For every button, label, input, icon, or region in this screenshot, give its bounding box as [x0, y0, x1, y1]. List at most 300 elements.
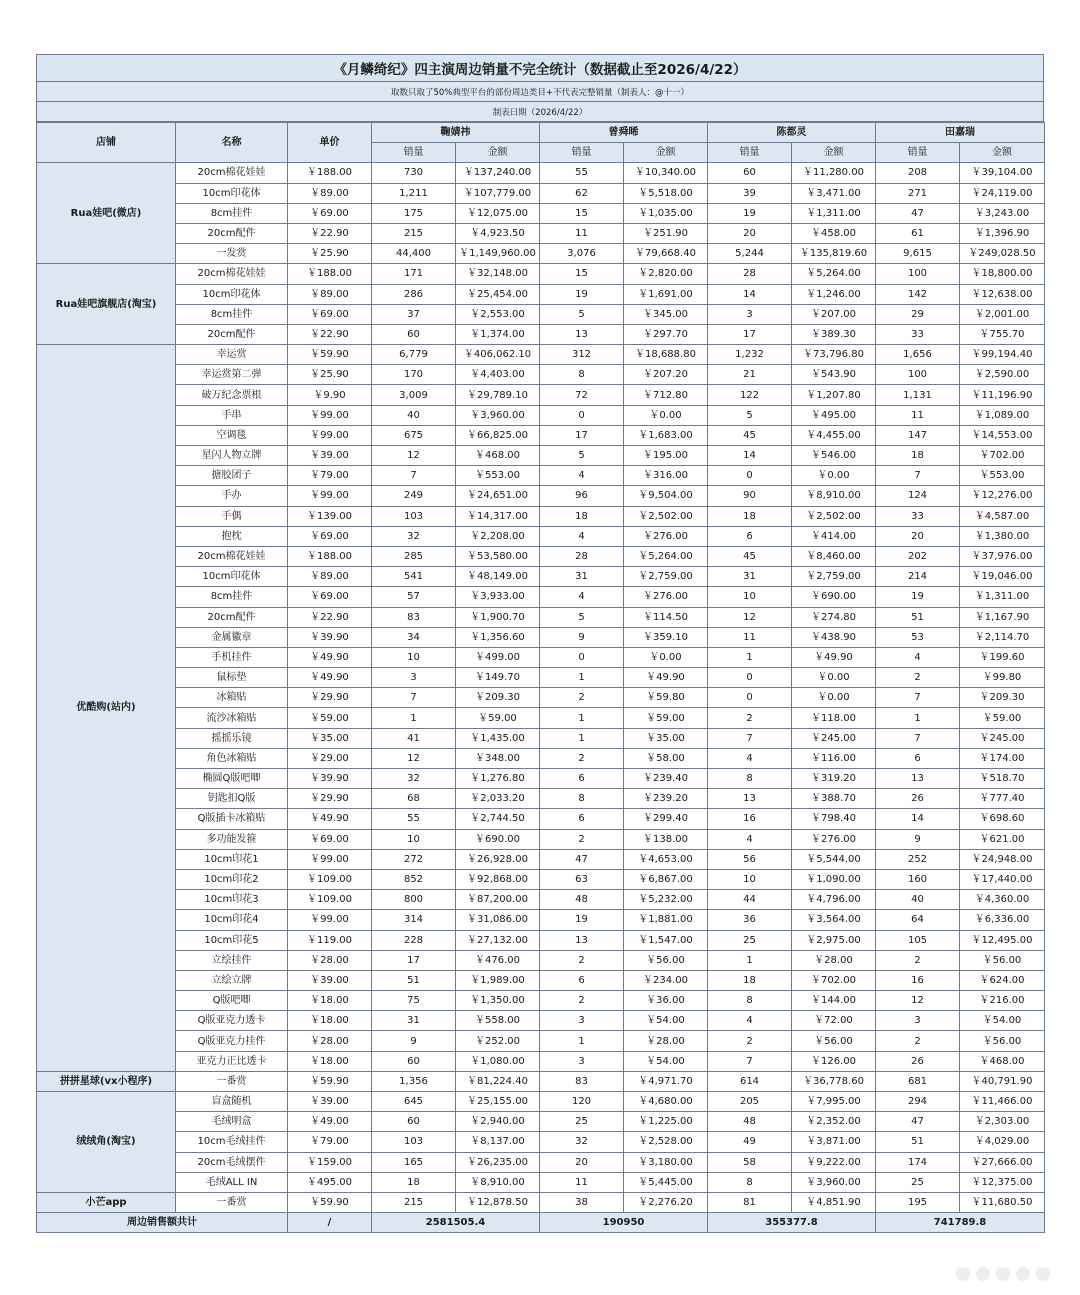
item-name-cell: 20cm配件	[176, 324, 288, 344]
amount-cell: ￥4,680.00	[624, 1092, 708, 1112]
qty-cell: 202	[876, 546, 960, 566]
qty-cell: 90	[708, 486, 792, 506]
table-row	[37, 849, 1045, 869]
price-cell: ￥188.00	[288, 163, 372, 183]
total-price-cell: /	[288, 1213, 372, 1233]
amount-cell: ￥406,062.10	[456, 345, 540, 365]
total-row	[37, 1213, 1045, 1233]
qty-cell: 3,076	[540, 244, 624, 264]
qty-cell: 0	[540, 405, 624, 425]
amount-cell: ￥11,466.00	[960, 1092, 1045, 1112]
qty-cell: 7	[372, 466, 456, 486]
qty-cell: 37	[372, 304, 456, 324]
qty-cell: 105	[876, 930, 960, 950]
item-name-cell: 8cm挂件	[176, 203, 288, 223]
qty-cell: 103	[372, 1132, 456, 1152]
amount-cell: ￥1,207.80	[792, 385, 876, 405]
header-amount: 金额	[624, 143, 708, 163]
amount-cell: ￥56.00	[960, 1031, 1045, 1051]
qty-cell: 205	[708, 1092, 792, 1112]
amount-cell: ￥276.00	[624, 587, 708, 607]
amount-cell: ￥414.00	[792, 526, 876, 546]
amount-cell: ￥5,544.00	[792, 849, 876, 869]
price-cell: ￥188.00	[288, 264, 372, 284]
amount-cell: ￥698.60	[960, 809, 1045, 829]
amount-cell: ￥4,587.00	[960, 506, 1045, 526]
qty-cell: 165	[372, 1152, 456, 1172]
amount-cell: ￥5,264.00	[624, 546, 708, 566]
table-row	[37, 345, 1045, 365]
qty-cell: 1	[540, 728, 624, 748]
amount-cell: ￥1,900.70	[456, 607, 540, 627]
amount-cell: ￥297.70	[624, 324, 708, 344]
qty-cell: 8	[540, 365, 624, 385]
qty-cell: 9	[372, 1031, 456, 1051]
amount-cell: ￥0.00	[624, 405, 708, 425]
table-row	[37, 304, 1045, 324]
qty-cell: 7	[876, 466, 960, 486]
price-cell: ￥49.00	[288, 1112, 372, 1132]
price-cell: ￥35.00	[288, 728, 372, 748]
table-row	[37, 365, 1045, 385]
qty-cell: 6	[540, 769, 624, 789]
qty-cell: 1,211	[372, 183, 456, 203]
item-name-cell: 10cm印花体	[176, 567, 288, 587]
amount-cell: ￥58.00	[624, 748, 708, 768]
amount-cell: ￥79,668.40	[624, 244, 708, 264]
qty-cell: 4	[540, 526, 624, 546]
item-name-cell: 10cm印花4	[176, 910, 288, 930]
qty-cell: 645	[372, 1092, 456, 1112]
amount-cell: ￥1,374.00	[456, 324, 540, 344]
item-name-cell: 10cm印花5	[176, 930, 288, 950]
item-name-cell: 破万纪念票根	[176, 385, 288, 405]
dot-icon	[996, 1267, 1010, 1281]
amount-cell: ￥59.00	[456, 708, 540, 728]
qty-cell: 1	[876, 708, 960, 728]
qty-cell: 1	[708, 950, 792, 970]
qty-cell: 51	[876, 607, 960, 627]
item-name-cell: 手串	[176, 405, 288, 425]
qty-cell: 45	[708, 425, 792, 445]
qty-cell: 38	[540, 1192, 624, 1212]
amount-cell: ￥12,276.00	[960, 486, 1045, 506]
qty-cell: 31	[708, 567, 792, 587]
amount-cell: ￥11,280.00	[792, 163, 876, 183]
amount-cell: ￥73,796.80	[792, 345, 876, 365]
item-name-cell: 星闪人物立牌	[176, 446, 288, 466]
qty-cell: 5	[540, 607, 624, 627]
amount-cell: ￥4,653.00	[624, 849, 708, 869]
qty-cell: 2	[540, 688, 624, 708]
price-cell: ￥28.00	[288, 1031, 372, 1051]
qty-cell: 9,615	[876, 244, 960, 264]
total-value-cell: 2581505.4	[372, 1213, 540, 1233]
item-name-cell: 摇摇乐镜	[176, 728, 288, 748]
amount-cell: ￥2,759.00	[792, 567, 876, 587]
header-amount: 金额	[456, 143, 540, 163]
qty-cell: 11	[540, 1172, 624, 1192]
qty-cell: 294	[876, 1092, 960, 1112]
item-name-cell: 20cm棉花娃娃	[176, 163, 288, 183]
table-row	[37, 627, 1045, 647]
amount-cell: ￥144.00	[792, 991, 876, 1011]
amount-cell: ￥49.90	[624, 668, 708, 688]
table-row	[37, 708, 1045, 728]
qty-cell: 83	[372, 607, 456, 627]
amount-cell: ￥14,553.00	[960, 425, 1045, 445]
price-cell: ￥59.00	[288, 708, 372, 728]
qty-cell: 2	[876, 950, 960, 970]
qty-cell: 1,356	[372, 1071, 456, 1091]
qty-cell: 44,400	[372, 244, 456, 264]
amount-cell: ￥2,303.00	[960, 1112, 1045, 1132]
qty-cell: 541	[372, 567, 456, 587]
table-row	[37, 970, 1045, 990]
amount-cell: ￥2,502.00	[624, 506, 708, 526]
price-cell: ￥109.00	[288, 890, 372, 910]
qty-cell: 314	[372, 910, 456, 930]
header-amount: 金额	[960, 143, 1045, 163]
amount-cell: ￥18,688.80	[624, 345, 708, 365]
qty-cell: 0	[708, 688, 792, 708]
qty-cell: 3	[540, 1051, 624, 1071]
amount-cell: ￥27,666.00	[960, 1152, 1045, 1172]
qty-cell: 2	[540, 748, 624, 768]
amount-cell: ￥10,340.00	[624, 163, 708, 183]
qty-cell: 1	[372, 708, 456, 728]
amount-cell: ￥54.00	[624, 1011, 708, 1031]
qty-cell: 15	[540, 203, 624, 223]
price-cell: ￥22.90	[288, 324, 372, 344]
table-row	[37, 991, 1045, 1011]
qty-cell: 9	[540, 627, 624, 647]
amount-cell: ￥216.00	[960, 991, 1045, 1011]
amount-cell: ￥0.00	[792, 668, 876, 688]
total-label: 周边销售额共计	[37, 1213, 288, 1233]
amount-cell: ￥0.00	[624, 647, 708, 667]
amount-cell: ￥126.00	[792, 1051, 876, 1071]
amount-cell: ￥53,580.00	[456, 546, 540, 566]
sheet-date: 制表日期（2026/4/22）	[36, 102, 1044, 122]
price-cell: ￥69.00	[288, 587, 372, 607]
qty-cell: 7	[876, 688, 960, 708]
qty-cell: 63	[540, 869, 624, 889]
qty-cell: 14	[876, 809, 960, 829]
table-row	[37, 869, 1045, 889]
item-name-cell: 椭圆Q版吧唧	[176, 769, 288, 789]
amount-cell: ￥2,033.20	[456, 789, 540, 809]
amount-cell: ￥1,090.00	[792, 869, 876, 889]
amount-cell: ￥207.00	[792, 304, 876, 324]
item-name-cell: 鼠标垫	[176, 668, 288, 688]
amount-cell: ￥4,851.90	[792, 1192, 876, 1212]
total-value-cell: 741789.8	[876, 1213, 1045, 1233]
item-name-cell: 手机挂件	[176, 647, 288, 667]
dot-icon	[956, 1267, 970, 1281]
table-body	[37, 163, 1045, 1233]
qty-cell: 100	[876, 365, 960, 385]
amount-cell: ￥2,975.00	[792, 930, 876, 950]
amount-cell: ￥1,356.60	[456, 627, 540, 647]
item-name-cell: 一番赏	[176, 1071, 288, 1091]
amount-cell: ￥6,867.00	[624, 869, 708, 889]
qty-cell: 215	[372, 1192, 456, 1212]
qty-cell: 2	[708, 1031, 792, 1051]
qty-cell: 12	[372, 748, 456, 768]
table-row	[37, 405, 1045, 425]
amount-cell: ￥1,350.00	[456, 991, 540, 1011]
table-row	[37, 647, 1045, 667]
amount-cell: ￥56.00	[792, 1031, 876, 1051]
qty-cell: 249	[372, 486, 456, 506]
amount-cell: ￥1,396.90	[960, 223, 1045, 243]
item-name-cell: 金属徽章	[176, 627, 288, 647]
header-qty: 销量	[876, 143, 960, 163]
qty-cell: 252	[876, 849, 960, 869]
qty-cell: 2	[540, 991, 624, 1011]
price-cell: ￥69.00	[288, 526, 372, 546]
amount-cell: ￥0.00	[792, 466, 876, 486]
price-cell: ￥79.00	[288, 1132, 372, 1152]
qty-cell: 681	[876, 1071, 960, 1091]
qty-cell: 171	[372, 264, 456, 284]
qty-cell: 25	[708, 930, 792, 950]
amount-cell: ￥239.40	[624, 769, 708, 789]
amount-cell: ￥558.00	[456, 1011, 540, 1031]
item-name-cell: 10cm印花2	[176, 869, 288, 889]
qty-cell: 48	[540, 890, 624, 910]
qty-cell: 100	[876, 264, 960, 284]
amount-cell: ￥245.00	[960, 728, 1045, 748]
qty-cell: 18	[708, 506, 792, 526]
item-name-cell: 8cm挂件	[176, 304, 288, 324]
qty-cell: 13	[540, 324, 624, 344]
item-name-cell: 20cm配件	[176, 223, 288, 243]
price-cell: ￥18.00	[288, 1051, 372, 1071]
amount-cell: ￥3,871.00	[792, 1132, 876, 1152]
price-cell: ￥39.00	[288, 446, 372, 466]
price-cell: ￥29.90	[288, 789, 372, 809]
price-cell: ￥109.00	[288, 869, 372, 889]
item-name-cell: 10cm毛绒挂件	[176, 1132, 288, 1152]
amount-cell: ￥107,779.00	[456, 183, 540, 203]
amount-cell: ￥702.00	[792, 970, 876, 990]
qty-cell: 8	[708, 991, 792, 1011]
amount-cell: ￥48,149.00	[456, 567, 540, 587]
amount-cell: ￥11,680.50	[960, 1192, 1045, 1212]
amount-cell: ￥9,504.00	[624, 486, 708, 506]
qty-cell: 675	[372, 425, 456, 445]
item-name-cell: 手办	[176, 486, 288, 506]
qty-cell: 26	[876, 789, 960, 809]
qty-cell: 40	[876, 890, 960, 910]
table-row	[37, 385, 1045, 405]
amount-cell: ￥28.00	[624, 1031, 708, 1051]
amount-cell: ￥755.70	[960, 324, 1045, 344]
price-cell: ￥29.90	[288, 688, 372, 708]
store-cell: 小芒app	[37, 1192, 176, 1212]
qty-cell: 16	[876, 970, 960, 990]
amount-cell: ￥4,796.00	[792, 890, 876, 910]
qty-cell: 5	[540, 304, 624, 324]
qty-cell: 39	[708, 183, 792, 203]
item-name-cell: 盲盒随机	[176, 1092, 288, 1112]
qty-cell: 170	[372, 365, 456, 385]
qty-cell: 214	[876, 567, 960, 587]
qty-cell: 1	[540, 668, 624, 688]
amount-cell: ￥54.00	[624, 1051, 708, 1071]
qty-cell: 19	[540, 910, 624, 930]
amount-cell: ￥2,208.00	[456, 526, 540, 546]
amount-cell: ￥1,246.00	[792, 284, 876, 304]
qty-cell: 31	[540, 567, 624, 587]
amount-cell: ￥499.00	[456, 647, 540, 667]
qty-cell: 44	[708, 890, 792, 910]
header-actor: 鞠婧祎	[372, 123, 540, 143]
amount-cell: ￥40,791.90	[960, 1071, 1045, 1091]
price-cell: ￥9.90	[288, 385, 372, 405]
table-row	[37, 728, 1045, 748]
amount-cell: ￥546.00	[792, 446, 876, 466]
qty-cell: 10	[372, 647, 456, 667]
amount-cell: ￥8,137.00	[456, 1132, 540, 1152]
amount-cell: ￥11,196.90	[960, 385, 1045, 405]
qty-cell: 60	[372, 1112, 456, 1132]
price-cell: ￥49.90	[288, 668, 372, 688]
price-cell: ￥49.90	[288, 809, 372, 829]
table-row	[37, 506, 1045, 526]
qty-cell: 1	[708, 647, 792, 667]
item-name-cell: 10cm印花1	[176, 849, 288, 869]
qty-cell: 2	[708, 708, 792, 728]
table-row	[37, 930, 1045, 950]
qty-cell: 17	[540, 425, 624, 445]
item-name-cell: 亚克力正比透卡	[176, 1051, 288, 1071]
qty-cell: 1,656	[876, 345, 960, 365]
amount-cell: ￥24,119.00	[960, 183, 1045, 203]
amount-cell: ￥19,046.00	[960, 567, 1045, 587]
amount-cell: ￥135,819.60	[792, 244, 876, 264]
sheet-title: 《月鳞绮纪》四主演周边销量不完全统计（数据截止至2026/4/22）	[36, 54, 1044, 82]
price-cell: ￥39.00	[288, 1092, 372, 1112]
amount-cell: ￥56.00	[624, 950, 708, 970]
qty-cell: 1	[540, 1031, 624, 1051]
amount-cell: ￥118.00	[792, 708, 876, 728]
table-row	[37, 324, 1045, 344]
price-cell: ￥39.90	[288, 627, 372, 647]
price-cell: ￥159.00	[288, 1152, 372, 1172]
qty-cell: 0	[540, 647, 624, 667]
amount-cell: ￥690.00	[456, 829, 540, 849]
qty-cell: 96	[540, 486, 624, 506]
amount-cell: ￥66,825.00	[456, 425, 540, 445]
amount-cell: ￥4,029.00	[960, 1132, 1045, 1152]
item-name-cell: 幸运赏第二弹	[176, 365, 288, 385]
amount-cell: ￥1,311.00	[792, 203, 876, 223]
table-row	[37, 769, 1045, 789]
amount-cell: ￥8,910.00	[792, 486, 876, 506]
item-name-cell: 8cm挂件	[176, 587, 288, 607]
qty-cell: 7	[708, 1051, 792, 1071]
qty-cell: 11	[708, 627, 792, 647]
qty-cell: 3	[540, 1011, 624, 1031]
price-cell: ￥99.00	[288, 849, 372, 869]
qty-cell: 271	[876, 183, 960, 203]
amount-cell: ￥99.80	[960, 668, 1045, 688]
qty-cell: 6,779	[372, 345, 456, 365]
qty-cell: 20	[876, 526, 960, 546]
qty-cell: 174	[876, 1152, 960, 1172]
amount-cell: ￥4,403.00	[456, 365, 540, 385]
amount-cell: ￥24,651.00	[456, 486, 540, 506]
price-cell: ￥139.00	[288, 506, 372, 526]
qty-cell: 47	[540, 849, 624, 869]
table-row	[37, 526, 1045, 546]
amount-cell: ￥1,435.00	[456, 728, 540, 748]
table-row	[37, 567, 1045, 587]
amount-cell: ￥4,971.70	[624, 1071, 708, 1091]
amount-cell: ￥116.00	[792, 748, 876, 768]
qty-cell: 53	[876, 627, 960, 647]
qty-cell: 286	[372, 284, 456, 304]
amount-cell: ￥5,232.00	[624, 890, 708, 910]
price-cell: ￥79.00	[288, 466, 372, 486]
amount-cell: ￥702.00	[960, 446, 1045, 466]
qty-cell: 13	[540, 930, 624, 950]
store-cell: Rua娃吧旗舰店(淘宝)	[37, 264, 176, 345]
table-row	[37, 829, 1045, 849]
amount-cell: ￥438.90	[792, 627, 876, 647]
price-cell: ￥89.00	[288, 567, 372, 587]
qty-cell: 285	[372, 546, 456, 566]
table-row	[37, 1192, 1045, 1212]
amount-cell: ￥5,264.00	[792, 264, 876, 284]
price-cell: ￥89.00	[288, 284, 372, 304]
amount-cell: ￥518.70	[960, 769, 1045, 789]
amount-cell: ￥245.00	[792, 728, 876, 748]
qty-cell: 55	[540, 163, 624, 183]
price-cell: ￥69.00	[288, 203, 372, 223]
qty-cell: 122	[708, 385, 792, 405]
amount-cell: ￥3,243.00	[960, 203, 1045, 223]
item-name-cell: 一发赏	[176, 244, 288, 264]
amount-cell: ￥3,564.00	[792, 910, 876, 930]
qty-cell: 62	[540, 183, 624, 203]
qty-cell: 51	[372, 970, 456, 990]
amount-cell: ￥388.70	[792, 789, 876, 809]
amount-cell: ￥777.40	[960, 789, 1045, 809]
qty-cell: 47	[876, 203, 960, 223]
amount-cell: ￥12,638.00	[960, 284, 1045, 304]
item-name-cell: 抱枕	[176, 526, 288, 546]
amount-cell: ￥1,881.00	[624, 910, 708, 930]
amount-cell: ￥99,194.40	[960, 345, 1045, 365]
header-qty: 销量	[708, 143, 792, 163]
qty-cell: 3	[372, 668, 456, 688]
table-row	[37, 183, 1045, 203]
qty-cell: 2	[876, 1031, 960, 1051]
price-cell: ￥25.90	[288, 365, 372, 385]
sheet-subtitle: 取数只取了50%典型平台的部份周边类目+不代表完整销量（制表人：@十一）	[36, 82, 1044, 102]
qty-cell: 12	[372, 446, 456, 466]
item-name-cell: 10cm印花体	[176, 183, 288, 203]
qty-cell: 8	[540, 789, 624, 809]
amount-cell: ￥345.00	[624, 304, 708, 324]
amount-cell: ￥18,800.00	[960, 264, 1045, 284]
qty-cell: 4	[876, 647, 960, 667]
amount-cell: ￥59.00	[960, 708, 1045, 728]
